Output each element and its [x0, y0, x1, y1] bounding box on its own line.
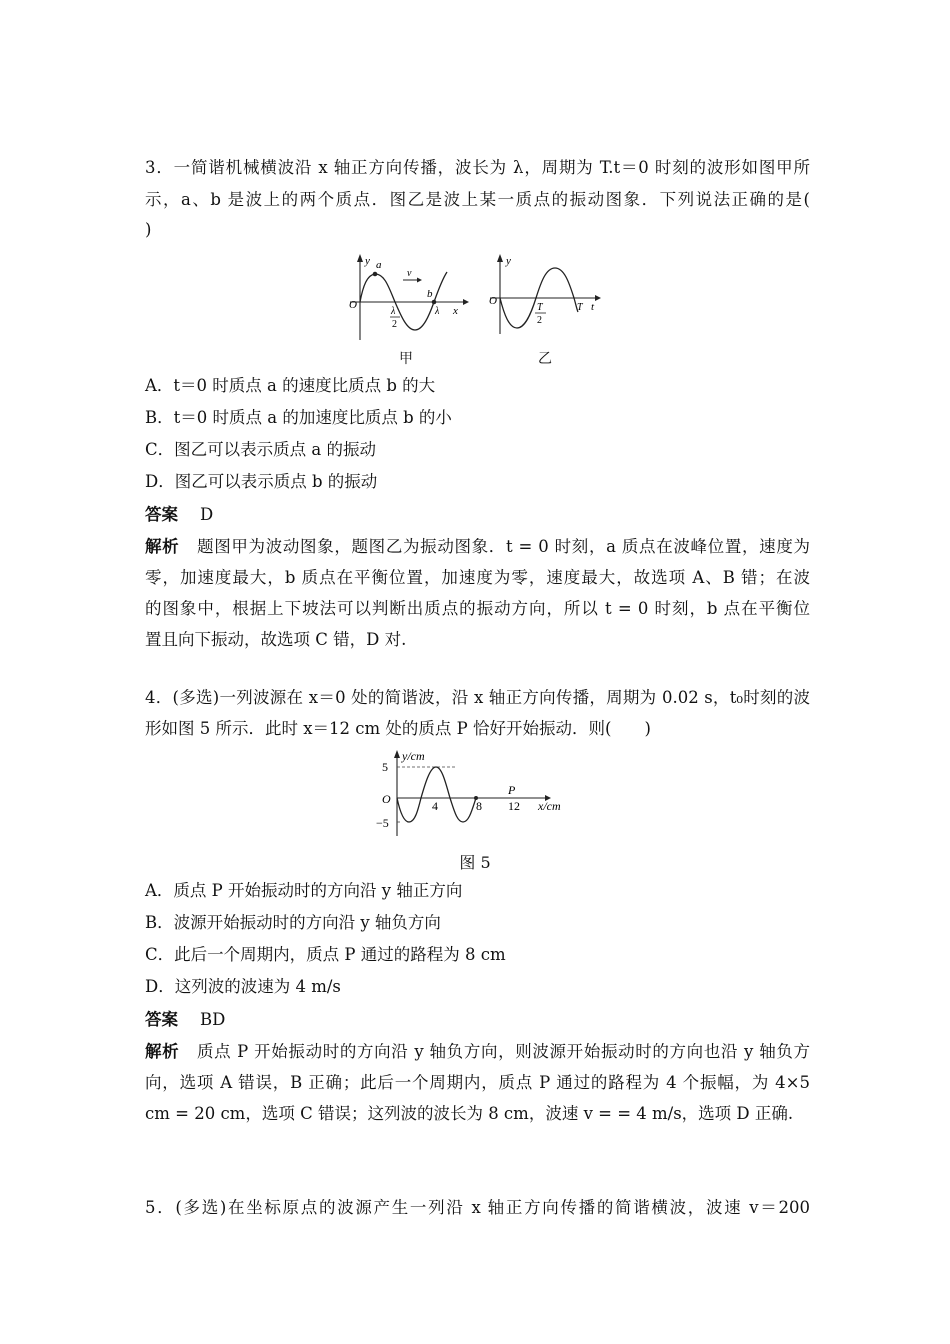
q3-analysis-line-3: 的图象中，根据上下坡法可以判断出质点的振动方向，所以 t = 0 时刻，b 点在平衡位 [145, 599, 810, 618]
q3-analysis-line-4: 置且向下振动，故选项 C 错，D 对. [145, 630, 407, 649]
half-lambda-numerator: λ [391, 306, 396, 317]
q4-analysis-line-2: 向，选项 A 错误，B 正确；此后一个周期内，质点 P 通过的路程为 4 个振幅，为 4×5 [145, 1073, 810, 1092]
lambda-tick-label: λ [435, 306, 440, 317]
q3-analysis-line-1: 解析 题图甲为波动图象，题图乙为振动图象．t = 0 时刻，a 质点在波峰位置，速度为 [145, 537, 810, 556]
q3-stem-line-1: 3．一简谐机械横波沿 x 轴正方向传播，波长为 λ，周期为 T.t＝0 时刻的波形如图甲所 [145, 158, 810, 177]
q3-option-c: C．图乙可以表示质点 a 的振动 [145, 440, 376, 459]
q3-analysis-line-2: 零，加速度最大，b 质点在平衡位置，加速度为零，速度最大，故选项 A、B 错；在波 [145, 568, 810, 587]
q3-option-d: D．图乙可以表示质点 b 的振动 [145, 472, 378, 491]
x-tick-12: 12 [508, 799, 520, 813]
q3-option-b: B．t＝0 时质点 a 的加速度比质点 b 的小 [145, 408, 452, 427]
q4-stem-line-2: 形如图 5 所示．此时 x＝12 cm 处的质点 P 恰好开始振动．则( ) [145, 719, 651, 738]
q4-analysis-line-1: 解析 质点 P 开始振动时的方向沿 y 轴负方向，则波源开始振动时的方向也沿 y 轴负方 [145, 1042, 810, 1061]
y-axis-label: y [365, 255, 370, 267]
y-axis-label: y/cm [402, 749, 425, 763]
q3-stem-line-2: 示，a、b 是波上的两个质点．图乙是波上某一质点的振动图象．下列说法正确的是( [145, 190, 810, 209]
q3-figure-vibration-graph [485, 250, 605, 340]
q4-option-c: C．此后一个周期内，质点 P 通过的路程为 8 cm [145, 945, 506, 964]
analysis-label: 解析 [145, 1042, 180, 1061]
q4-stem-line-1: 4．(多选)一列波源在 x＝0 处的简谐波，沿 x 轴正方向传播，周期为 0.02 s，t₀时刻的波 [145, 688, 810, 707]
point-b-label: b [427, 288, 433, 300]
half-period-denominator: 2 [537, 315, 542, 326]
answer-label: 答案 [145, 505, 178, 524]
y-tick-5: 5 [382, 760, 388, 774]
y-axis-label: y [506, 255, 511, 267]
x-axis-label: x [453, 305, 458, 317]
q3-figure-wave-graph [345, 250, 470, 345]
q5-stem-line-1: 5．(多选)在坐标原点的波源产生一列沿 x 轴正方向传播的简谐横波，波速 v＝200 [145, 1198, 810, 1217]
origin-label: O [489, 295, 497, 307]
x-tick-4: 4 [432, 799, 438, 813]
origin-label: O [382, 792, 391, 806]
figure-caption-jia: 甲 [399, 351, 413, 367]
point-p-label: P [508, 783, 516, 797]
period-tick-label: T [577, 302, 583, 313]
analysis-label: 解析 [145, 537, 180, 556]
velocity-label: v [407, 268, 412, 279]
answer-label: 答案 [145, 1010, 178, 1029]
x-tick-8: 8 [476, 799, 482, 813]
q4-option-a: A．质点 P 开始振动时的方向沿 y 轴正方向 [145, 881, 463, 900]
q4-figure-wave-graph [372, 748, 577, 838]
figure-caption-yi: 乙 [538, 351, 552, 367]
q3-stem-line-3: ) [145, 220, 152, 239]
figure-5-caption: 图 5 [459, 853, 491, 872]
q4-option-d: D．这列波的波速为 4 m/s [145, 977, 341, 996]
q3-answer [145, 503, 213, 527]
answer-value: D [200, 505, 214, 524]
answer-value: BD [200, 1010, 226, 1029]
q4-answer [145, 1008, 225, 1032]
half-lambda-denominator: 2 [392, 319, 397, 330]
point-a-label: a [376, 259, 382, 271]
origin-label: O [349, 299, 357, 311]
q3-option-a: A．t＝0 时质点 a 的速度比质点 b 的大 [145, 376, 436, 395]
q4-analysis-line-3: cm = 20 cm，选项 C 错误；这列波的波长为 8 cm，波速 v = = 4 m/s，选项 D 正确. [145, 1104, 794, 1123]
y-tick-minus-5: −5 [376, 816, 389, 830]
t-axis-label: t [591, 301, 595, 313]
q4-option-b: B．波源开始振动时的方向沿 y 轴负方向 [145, 913, 441, 932]
half-period-numerator: T [537, 302, 543, 313]
x-axis-label: x/cm [538, 799, 561, 813]
